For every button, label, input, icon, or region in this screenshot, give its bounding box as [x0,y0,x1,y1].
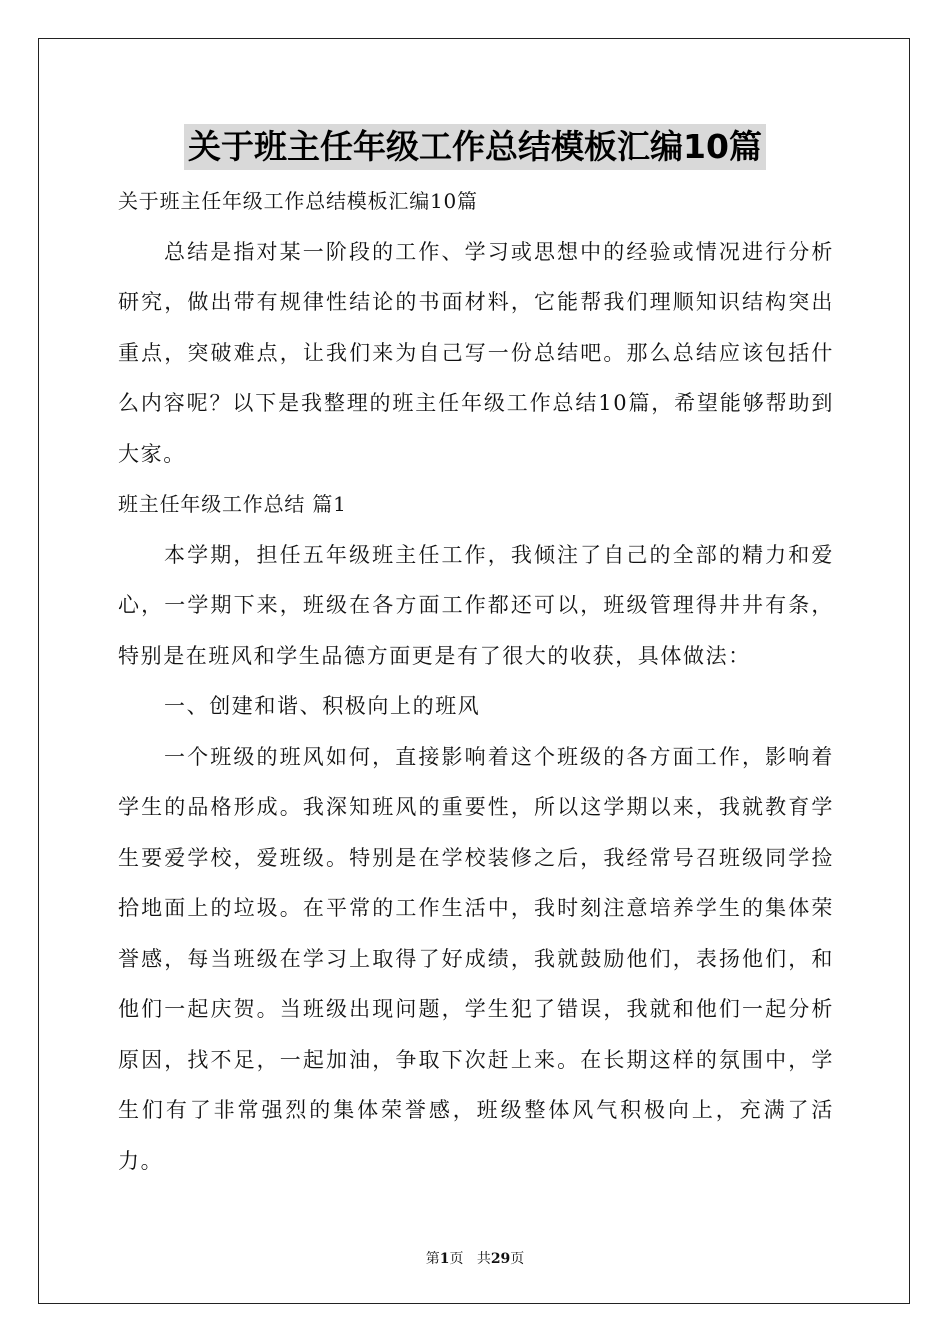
page-number: 1 [439,1251,450,1267]
total-pages: 29 [490,1251,511,1267]
total-suffix: 页 [510,1251,525,1267]
page-footer [0,1250,950,1268]
document-title [0,124,950,170]
body-paragraph: 一个班级的班风如何，直接影响着这个班级的各方面工作，影响着学生的品格形成。我深知班风的重要性，所以这学期以来，我就教育学生要爱学校，爱班级。特别是在学校装修之后，我经常号召班级同学捡拾地面上的垃圾。在平常的工作生活中，我时刻注意培养学生的集体荣誉感，每当班级在学习上取得了好成绩，我就鼓励他们，表扬他们，和他们一起庆贺。当班级出现问题，学生犯了错误，我就和他们一起分析原因，找不足，一起加油，争取下次赶上来。在长期这样的氛围中，学生们有了非常强烈的集体荣誉感，班级整体风气积极向上，充满了活力。 [118,744,834,1173]
sub-heading: 一、创建和谐、积极向上的班风 [164,694,481,718]
document-body [118,176,834,1186]
total-prefix: 共 [476,1251,491,1267]
document-title-text: 关于班主任年级工作总结模板汇编10篇 [184,124,766,170]
body-paragraph: 本学期，担任五年级班主任工作，我倾注了自己的全部的精力和爱心，一学期下来，班级在各方面工作都还可以，班级管理得井井有条，特别是在班风和学生品德方面更是有了很大的收获，具体做法： [118,542,834,668]
section-heading: 班主任年级工作总结 篇1 [118,492,347,516]
page-prefix: 第 [425,1251,440,1267]
document-subtitle: 关于班主任年级工作总结模板汇编10篇 [118,189,478,213]
intro-paragraph: 总结是指对某一阶段的工作、学习或思想中的经验或情况进行分析研究，做出带有规律性结论的书面材料，它能帮我们理顺知识结构突出重点，突破难点，让我们来为自己写一份总结吧。那么总结应该包括什么内容呢？以下是我整理的班主任年级工作总结10篇，希望能够帮助到大家。 [118,239,834,466]
page-suffix: 页 [449,1251,464,1267]
